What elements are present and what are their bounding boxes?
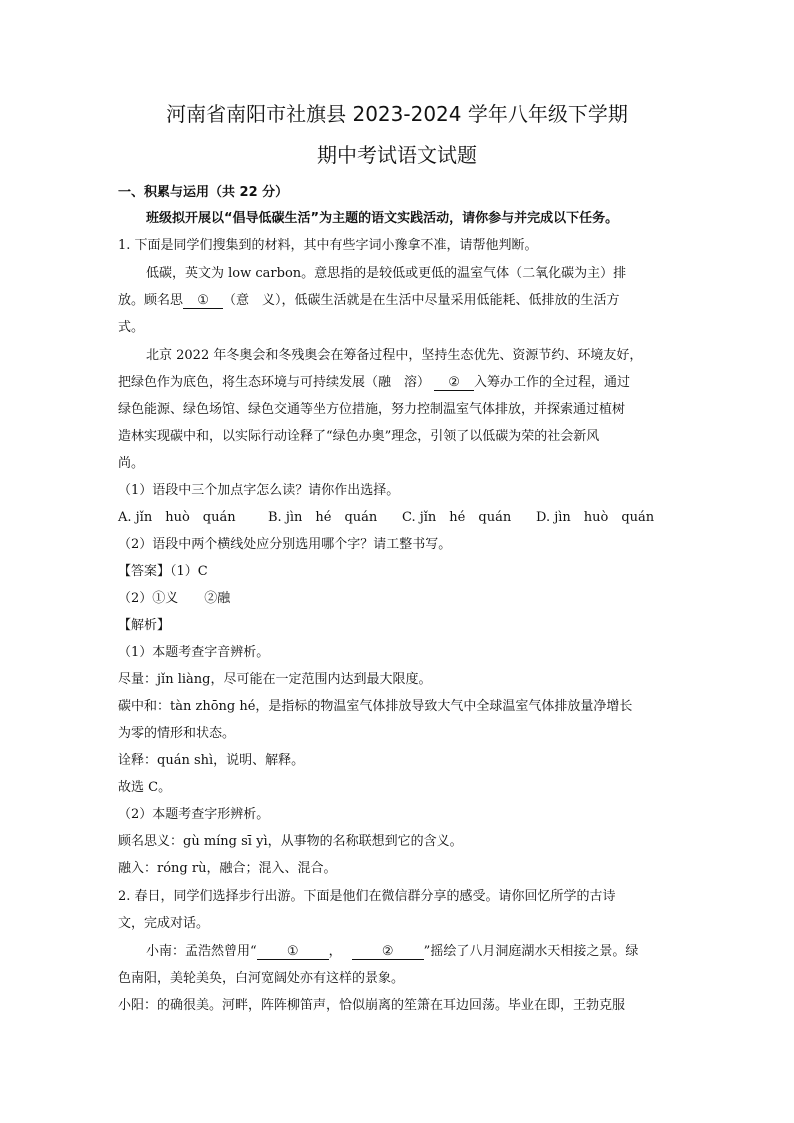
document-title-line2: 期中考试语文试题 [317,143,477,167]
explanation-line: （2）本题考查字形辨析。 [118,807,270,822]
explanation-line: 顾名思义：gù míng sī yì，从事物的名称联想到它的含义。 [118,834,463,849]
section-heading: 一、积累与运用（共 22 分） [118,185,289,200]
passage-1-text: 放。顾名思 [118,293,184,308]
passage-1-line-c: 式。 [118,320,145,335]
dialogue-text: ， [328,944,342,959]
passage-1-text: （意 义），低碳生活就是在生活中尽量采用低能耗、低排放的生活方 [223,293,620,308]
dialogue-line-1 [146,940,638,960]
option-list [118,506,654,525]
passage-1-line-a: 低碳，英文为 low carbon。意思指的是较低或更低的温室气体（二氧化碳为主）排 [146,266,627,281]
dialogue-text: 小南：孟浩然曾用“ [146,944,257,959]
blank-poem-2: ② [352,945,424,960]
question-2-stem-b: 文，完成对话。 [118,916,210,931]
sub-question-2: （2）语段中两个横线处应分别选用哪个字？请工整书写。 [118,537,452,552]
blank-poem-1: ① [257,945,329,960]
explanation-line: 诠释：quán shì，说明、解释。 [118,753,305,768]
sub-question-1: （1）语段中三个加点字怎么读？请你作出选择。 [118,483,400,498]
option-d: D. jìn huò quán [536,510,655,525]
explanation-line: 碳中和：tàn zhōng hé，是指标的物温室气体排放导致大气中全球温室气体排放量净增长 [118,699,633,714]
dialogue-line-2: 小阳：的确很美。河畔，阵阵柳笛声，恰似崩离的笙箫在耳边回荡。毕业在即，王勃克服 [118,998,626,1013]
passage-2-text: 把绿色作为底色，将生态环境与可持续发展（融 溶） [118,375,431,390]
option-b: B. jìn hé quán [268,510,378,525]
question-2-stem-a: 2. 春日，同学们选择步行出游。下面是他们在微信群分享的感受。请你回忆所学的古诗 [118,889,616,904]
blank-1: ① [183,294,223,309]
passage-2-line-a: 北京 2022 年冬奥会和冬残奥会在筹备过程中，坚持生态优先、资源节约、环境友好， [146,348,643,363]
passage-2-line-d: 造林实现碳中和，以实际行动诠释了“绿色办奥”理念，引领了以低碳为荣的社会新风 [118,429,600,444]
passage-2-line-c: 绿色能源、绿色场馆、绿色交通等坐方位措施，努力控制温室气体排放，并探索通过植树 [118,402,626,417]
explanation-line: 故选 C。 [118,780,172,795]
answer-line-2: （2）①义 ②融 [118,591,231,606]
explanation-line: 融入：róng rù，融合；混入、混合。 [118,861,337,876]
explanation-line: 为零的情形和状态。 [118,726,236,741]
option-c: C. jǐn hé quán [402,510,512,525]
dialogue-text: ”摇绘了八月洞庭湖水天相接之景。绿 [423,944,639,959]
blank-2: ② [434,376,474,391]
explanation-line: 尽量：jǐn liàng，尽可能在一定范围内达到最大限度。 [118,672,432,687]
option-a: A. jǐn huò quán [118,510,236,525]
passage-2-line-b [118,371,630,391]
dialogue-line-1b: 色南阳，美轮美奂，白河宽阔处亦有这样的景象。 [118,971,405,986]
analysis-heading: 【解析】 [118,618,171,633]
passage-2-line-e: 尚。 [118,456,145,471]
section-intro: 班级拟开展以“倡导低碳生活”为主题的语文实践活动，请你参与并完成以下任务。 [146,211,619,226]
passage-1-line-b [118,289,620,309]
question-1-stem: 1. 下面是同学们搜集到的材料，其中有些字词小豫拿不准，请帮他判断。 [118,238,538,253]
passage-2-text: 入筹办工作的全过程，通过 [474,375,631,390]
explanation-line: （1）本题考查字音辨析。 [118,645,270,660]
document-title-line1: 河南省南阳市社旗县 2023-2024 学年八年级下学期 [166,102,628,126]
answer-line-1: 【答案】（1）C [118,564,208,579]
